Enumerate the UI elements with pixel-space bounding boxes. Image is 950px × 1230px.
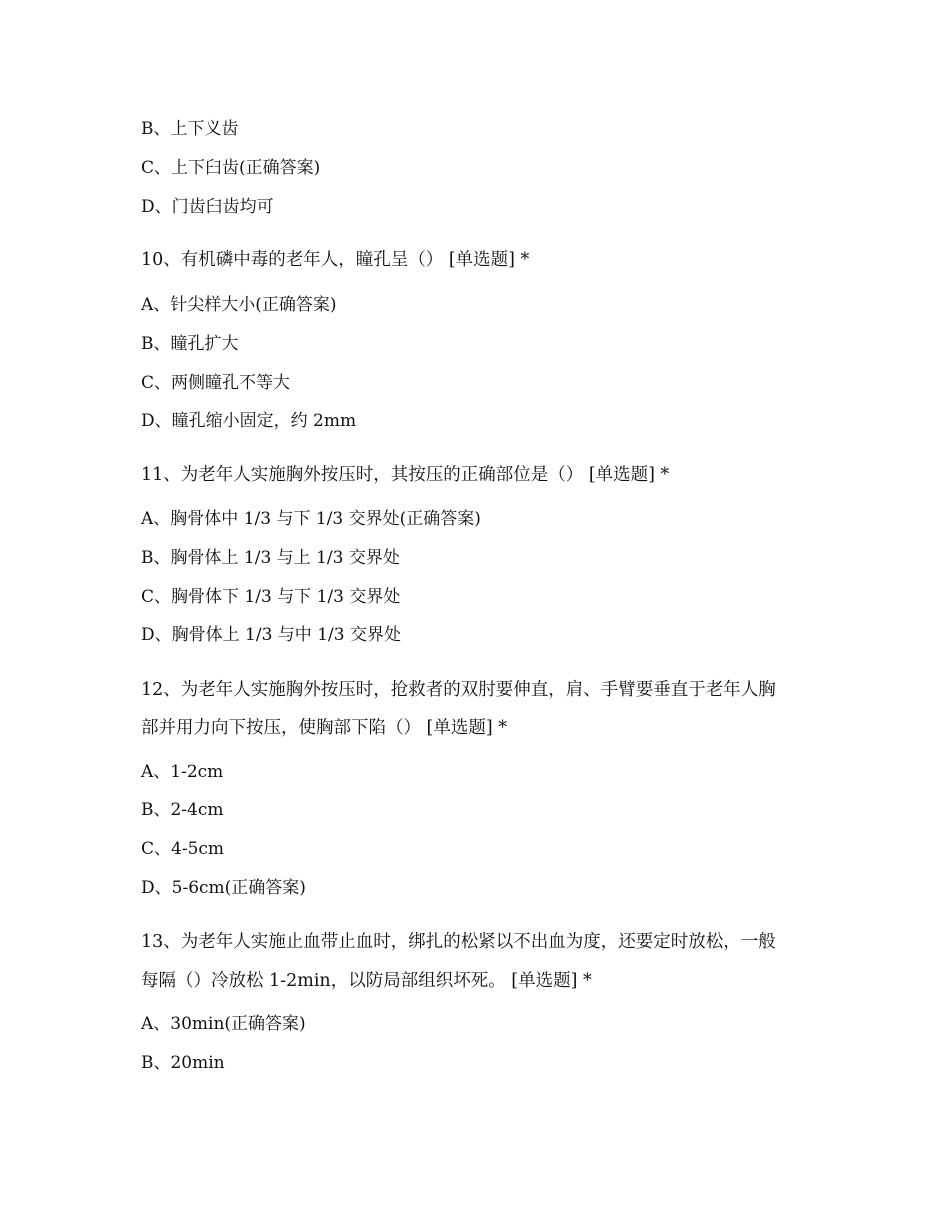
- option-b-q11: B、胸骨体上 1/3 与上 1/3 交界处: [141, 548, 400, 568]
- option-a-q12: A、1-2cm: [141, 762, 224, 782]
- option-c-q10: C、两侧瞳孔不等大: [141, 373, 291, 393]
- question-13-line1: 13、为老年人实施止血带止血时，绑扎的松紧以不出血为度，还要定时放松，一般: [141, 932, 776, 952]
- option-c-q12: C、4-5cm: [141, 839, 225, 859]
- option-c-q9: C、上下臼齿(正确答案): [141, 158, 321, 178]
- question-12-line2: 部并用力向下按压，使胸部下陷（） [单选题] *: [141, 718, 508, 738]
- option-b-q10: B、瞳孔扩大: [141, 334, 239, 354]
- option-b-q9: B、上下义齿: [141, 119, 239, 139]
- option-a-q11: A、胸骨体中 1/3 与下 1/3 交界处(正确答案): [141, 509, 481, 529]
- question-10: 10、有机磷中毒的老年人，瞳孔呈（） [单选题] *: [141, 250, 530, 270]
- option-c-q11: C、胸骨体下 1/3 与下 1/3 交界处: [141, 587, 401, 607]
- option-a-q10: A、针尖样大小(正确答案): [141, 295, 337, 315]
- option-d-q12: D、5-6cm(正确答案): [141, 878, 306, 898]
- question-13-line2: 每隔（）冷放松 1-2min，以防局部组织坏死。 [单选题] *: [141, 971, 592, 991]
- question-11: 11、为老年人实施胸外按压时，其按压的正确部位是（） [单选题] *: [141, 465, 670, 485]
- option-d-q10: D、瞳孔缩小固定，约 2mm: [141, 411, 357, 431]
- option-d-q11: D、胸骨体上 1/3 与中 1/3 交界处: [141, 625, 401, 645]
- option-d-q9: D、门齿臼齿均可: [141, 197, 274, 217]
- question-12-line1: 12、为老年人实施胸外按压时，抢救者的双肘要伸直，肩、手臂要垂直于老年人胸: [141, 680, 776, 700]
- option-a-q13: A、30min(正确答案): [141, 1014, 306, 1034]
- option-b-q12: B、2-4cm: [141, 800, 224, 820]
- option-b-q13: B、20min: [141, 1053, 225, 1073]
